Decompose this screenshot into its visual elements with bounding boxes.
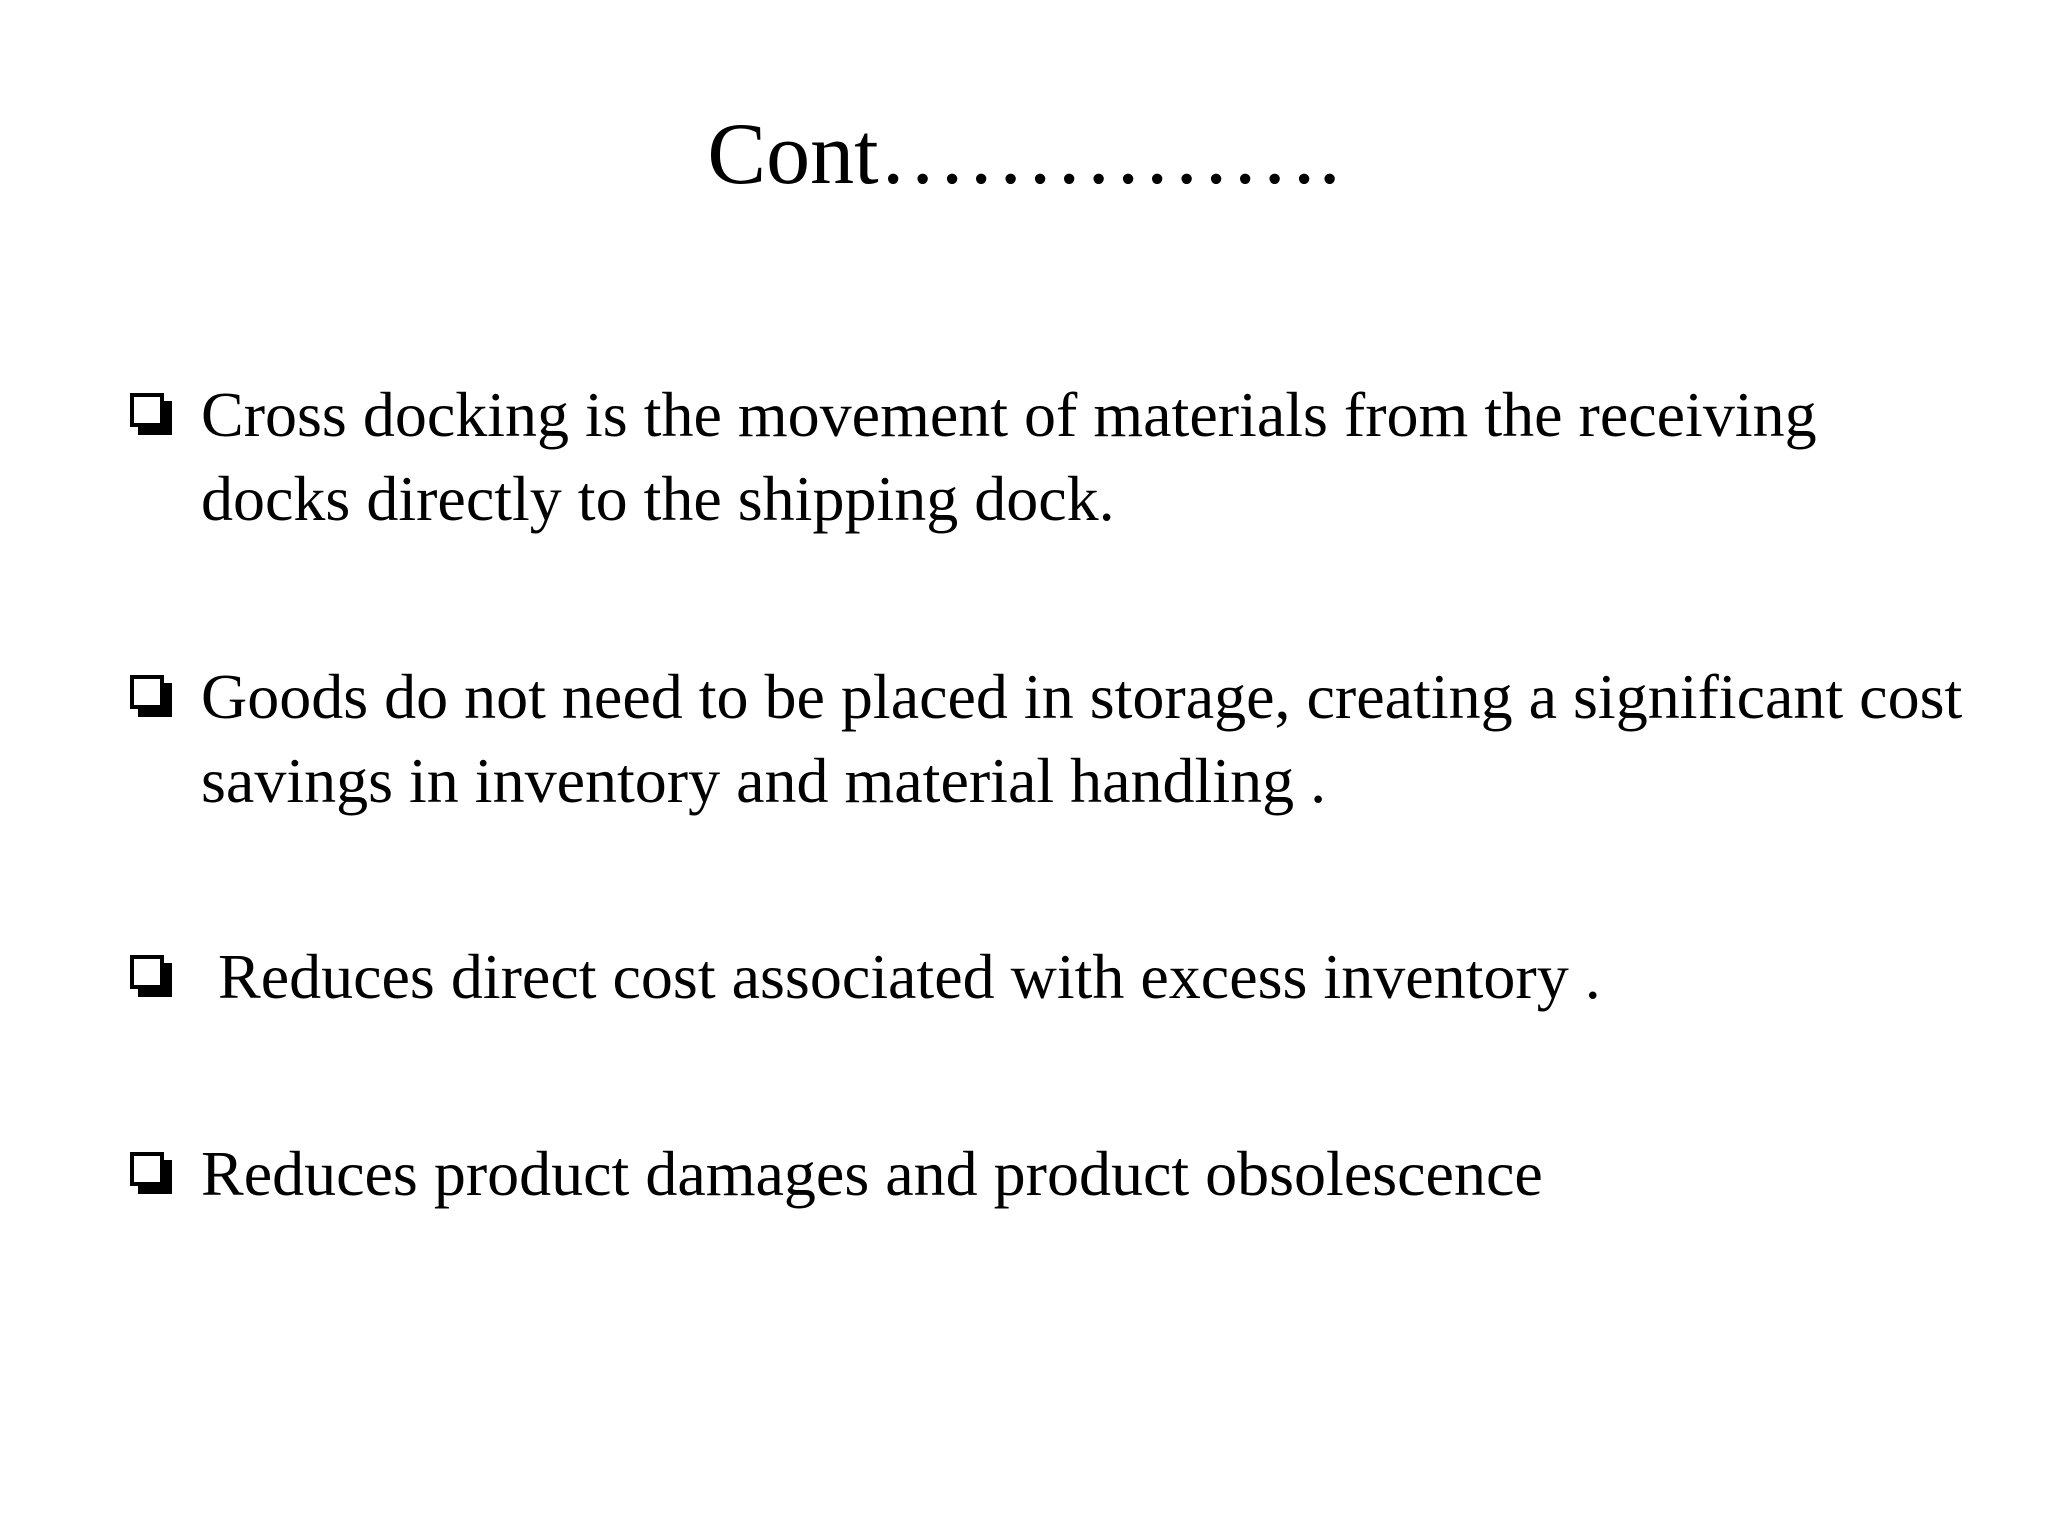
bullet-text: Cross docking is the movement of materials from the receiving docks directly to the shipping dock.: [201, 379, 1817, 534]
checkbox-icon: [130, 393, 172, 435]
list-item: [128, 1132, 1968, 1216]
list-item: [128, 655, 1968, 823]
list-item: [128, 373, 1968, 541]
bullet-text: Reduces direct cost associated with excess inventory .: [218, 941, 1601, 1012]
bullet-text: Goods do not need to be placed in storage, creating a significant cost savings in inventory and material handling .: [201, 661, 1963, 816]
slide-title: Cont…………….: [707, 106, 1341, 203]
bullet-text: Reduces product damages and product obsolescence: [201, 1138, 1543, 1209]
checkbox-icon: [130, 955, 172, 997]
list-item: [128, 935, 1968, 1019]
checkbox-icon: [130, 675, 172, 717]
checkbox-icon: [130, 1152, 172, 1194]
